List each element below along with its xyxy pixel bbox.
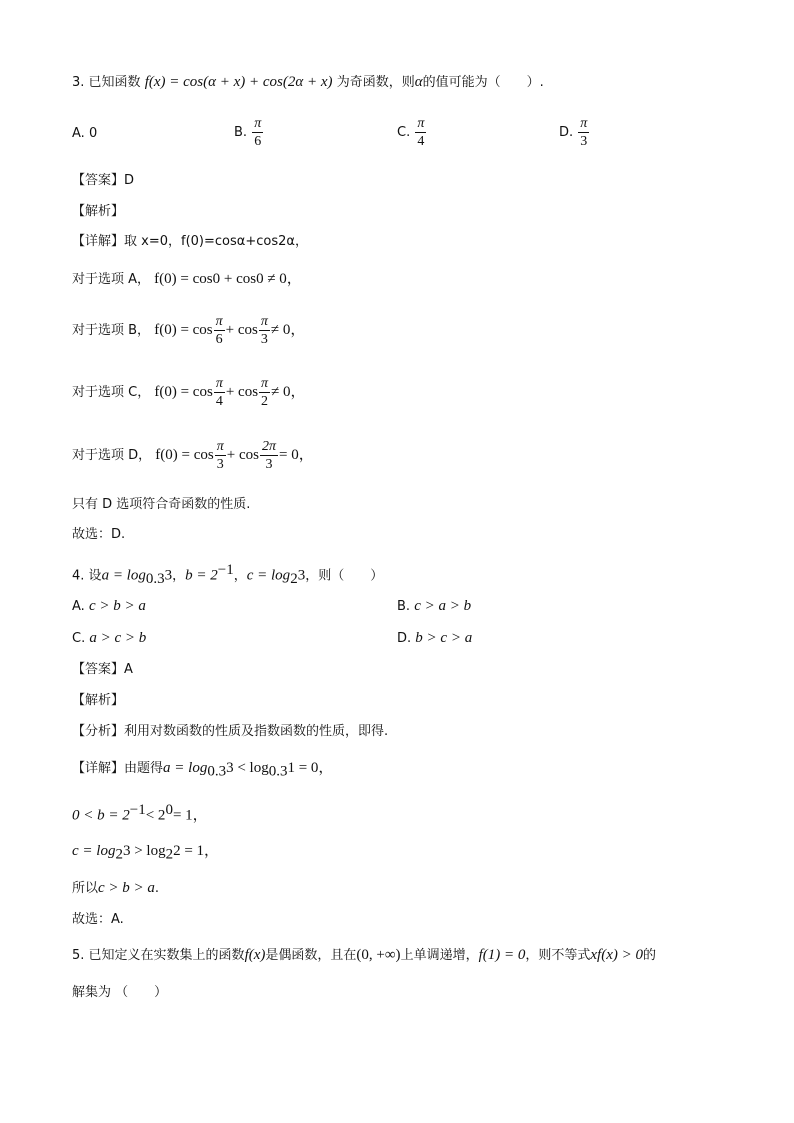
fraction: $\frac{\pi}{3}$ — [580, 116, 588, 149]
fraction: $\frac{\pi}{6}$ — [254, 116, 262, 149]
q3-choose: 故选：D. — [72, 527, 126, 542]
q5-number: 5. — [72, 948, 85, 963]
q4-answer: 【答案】A — [72, 662, 133, 677]
fraction: $\frac{\pi}{6}$ — [215, 314, 223, 347]
q3-function-expr: f(x) = cos(α + x) + cos(2α + x) — [144, 74, 333, 90]
q3-option-b: B. $\frac{\pi}{6}$ — [234, 116, 262, 149]
q3-detail: 【详解】取 x=0，f(0)=cosα+cos2α， — [72, 234, 308, 249]
fraction: $\frac{\pi}{3}$ — [260, 314, 268, 347]
q3-option-a: A. 0 — [72, 126, 98, 141]
q4-step2: $0 < b = 2^{-1}< 2^0= 1$， — [72, 802, 208, 824]
q5-stem: 5. 已知定义在实数集上的函数f(x)是偶函数，且在(0, +∞)上单调递增，f(1) = 0，则不等式xf(x) > 0的 — [72, 947, 656, 963]
fraction: $\frac{\pi}{2}$ — [261, 376, 269, 409]
q4-stem: 4. 设$a = \log_{0.3}3$，$b = 2^{-1}$，$c = \log_23$，则（ ） — [72, 562, 384, 587]
q3-analysis-heading: 【解析】 — [72, 204, 125, 219]
q4-analysis-heading: 【解析】 — [72, 693, 125, 708]
q3-option-d: D. $\frac{\pi}{3}$ — [559, 116, 588, 149]
q4-option-d: D. b > c > a — [397, 630, 473, 646]
q3-conclusion: 只有 D 选项符合奇函数的性质. — [72, 497, 251, 512]
q3-option-c: C. $\frac{\pi}{4}$ — [397, 116, 425, 149]
q4-option-b: B. c > a > b — [397, 598, 472, 614]
fraction: $\frac{2\pi}{3}$ — [261, 439, 276, 472]
q4-fenxi: 【分析】利用对数函数的性质及指数函数的性质，即得. — [72, 724, 389, 739]
q4-choose: 故选：A. — [72, 912, 124, 927]
q3-stem: 3. 已知函数 f(x) = cos(α + x) + cos(2α + x) 为奇函数，则α的值可能为（ ）. — [72, 74, 544, 90]
fraction: $\frac{\pi}{3}$ — [216, 439, 224, 472]
q4-detail: 【详解】由题得$a = \log_{0.3}3 < \log_{0.3}1 = 0$， — [72, 760, 334, 780]
q4-option-a: A. c > b > a — [72, 598, 146, 614]
q5-stem-line2: 解集为 （ ） — [72, 985, 168, 1000]
q3-check-a: 对于选项 A， f(0) = cos0 + cos0 ≠ 0， — [72, 271, 302, 287]
q3-check-c: 对于选项 C， f(0) = cos $\frac{\pi}{4}$ + cos $\frac{\pi}{2}$ ≠ 0， — [72, 376, 306, 409]
q3-check-d: 对于选项 D， f(0) = cos $\frac{\pi}{3}$ + cos $\frac{2\pi}{3}$ = 0， — [72, 439, 314, 472]
fraction: $\frac{\pi}{4}$ — [215, 376, 223, 409]
q3-answer: 【答案】D — [72, 173, 135, 188]
fraction: $\frac{\pi}{4}$ — [417, 116, 425, 149]
q4-step3: $c = \log_23 > \log_22 = 1$， — [72, 843, 220, 863]
q3-check-b: 对于选项 B， f(0) = cos $\frac{\pi}{6}$ + cos $\frac{\pi}{3}$ ≠ 0， — [72, 314, 306, 347]
q4-so: 所以c > b > a. — [72, 880, 160, 896]
q3-number: 3. — [72, 75, 85, 90]
q4-number: 4. — [72, 568, 85, 584]
q4-option-c: C. a > c > b — [72, 630, 147, 646]
